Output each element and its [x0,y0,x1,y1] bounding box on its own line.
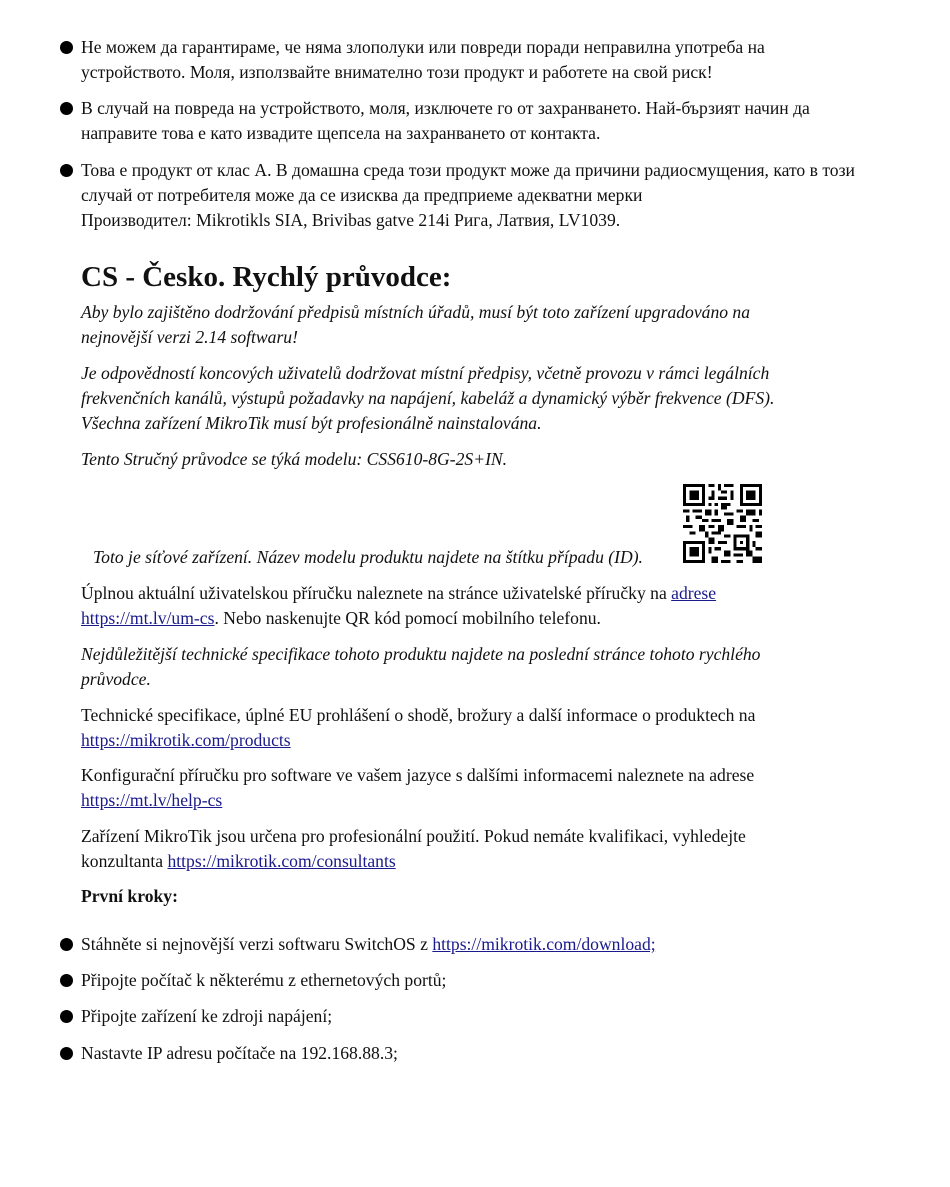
bullet-icon [60,41,73,54]
device-note: Toto je síťové zařízení. Název modelu produktu najdete na štítku případu (ID). [93,547,643,567]
consult-text: Zařízení MikroTik jsou určena pro profesionální použití. Pokud nemáte kvalifikaci, vyhledejte konzultanta [81,826,746,871]
manual-suffix: . Nebo naskenujte QR kód pomocí mobilního telefonu. [214,608,601,628]
consultants-link[interactable]: https://mikrotik.com/consultants [167,851,396,871]
config-paragraph [81,763,761,813]
step-item [58,1041,868,1066]
specs-note: Nejdůležitější technické specifikace tohoto produktu najdete na poslední stránce tohoto rychlého průvodce. [81,644,761,689]
warning-text [81,158,868,233]
step-text: Nastavte IP adresu počítače na 192.168.88.3; [81,1043,398,1063]
upgrade-note: Aby bylo zajištěno dodržování předpisů místních úřadů, musí být toto zařízení upgradováno na nejnovější verzi 2.14 softwaru! [81,302,751,347]
model-note: Tento Stručný průvodce se týká modelu: CSS610-8G-2S+IN. [81,449,508,469]
products-paragraph [81,703,791,753]
adrese-link[interactable]: adrese [671,583,717,603]
warning-item [58,35,868,85]
manual-paragraph [81,581,721,631]
first-steps-heading: První kroky: [81,886,178,906]
step-text: Připojte zařízení ke zdroji napájení; [81,1006,333,1026]
products-link[interactable]: https://mikrotik.com/products [81,730,291,750]
step-item [58,1004,868,1029]
step-item [58,968,868,993]
bullet-icon [60,974,73,987]
user-manual-link[interactable]: https://mt.lv/um-cs [81,608,215,628]
manufacturer-line: Производител: Mikrotikls SIA, Brivibas gatve 214i Рига, Латвия, LV1039. [81,210,621,230]
config-text: Konfigurační příručku pro software ve vašem jazyce s dalšími informacemi naleznete na adrese [81,765,755,785]
section-title: CS - Česko. Rychlý průvodce: [81,261,452,293]
step1-text: Stáhněte si nejnovější verzi softwaru SwitchOS z [81,934,428,954]
manual-text: Úplnou aktuální uživatelskou příručku naleznete na stránce uživatelské příručky na [81,583,667,603]
step-text [81,932,868,957]
step-item [58,932,868,957]
bullet-icon [60,1047,73,1060]
products-text: Technické specifikace, úplné EU prohlášení o shodě, brožury a další informace o produktech na [81,705,756,725]
bullet-icon [60,164,73,177]
download-link[interactable]: https://mikrotik.com/download; [432,934,656,954]
warning-text: Не можем да гарантираме, че няма злополуки или повреди поради неправилна употреба на устройството. Моля, използвайте внимателно този продукт и работете на свой риск! [81,37,765,82]
class-a-notice: Това е продукт от клас А. В домашна среда този продукт може да причини радиосмущения, като в този случай от потребителя може да се изисква да предприеме адекватни мерки [81,160,855,205]
responsibility-note: Je odpovědností koncových uživatelů dodržovat místní předpisy, včetně provozu v rámci legálních frekvenčních kanálů, výstupů požadavky na napájení, kabeláž a dynamický výběr frekvence (DFS). Všechna zařízení MikroTik musí být profesionálně nainstalována. [81,363,775,433]
warning-item [58,158,868,233]
warning-item [58,96,868,146]
step-text: Připojte počítač k některému z ethernetových portů; [81,970,447,990]
bullet-icon [60,938,73,951]
help-link[interactable]: https://mt.lv/help-cs [81,790,223,810]
warning-text: В случай на повреда на устройството, моля, изключете го от захранването. Най-бързият начин да направите това е като извадите щепсела на захранването от контакта. [81,98,810,143]
bullet-icon [60,1010,73,1023]
consult-paragraph [81,824,801,874]
qr-code-icon [683,484,762,563]
bullet-icon [60,102,73,115]
